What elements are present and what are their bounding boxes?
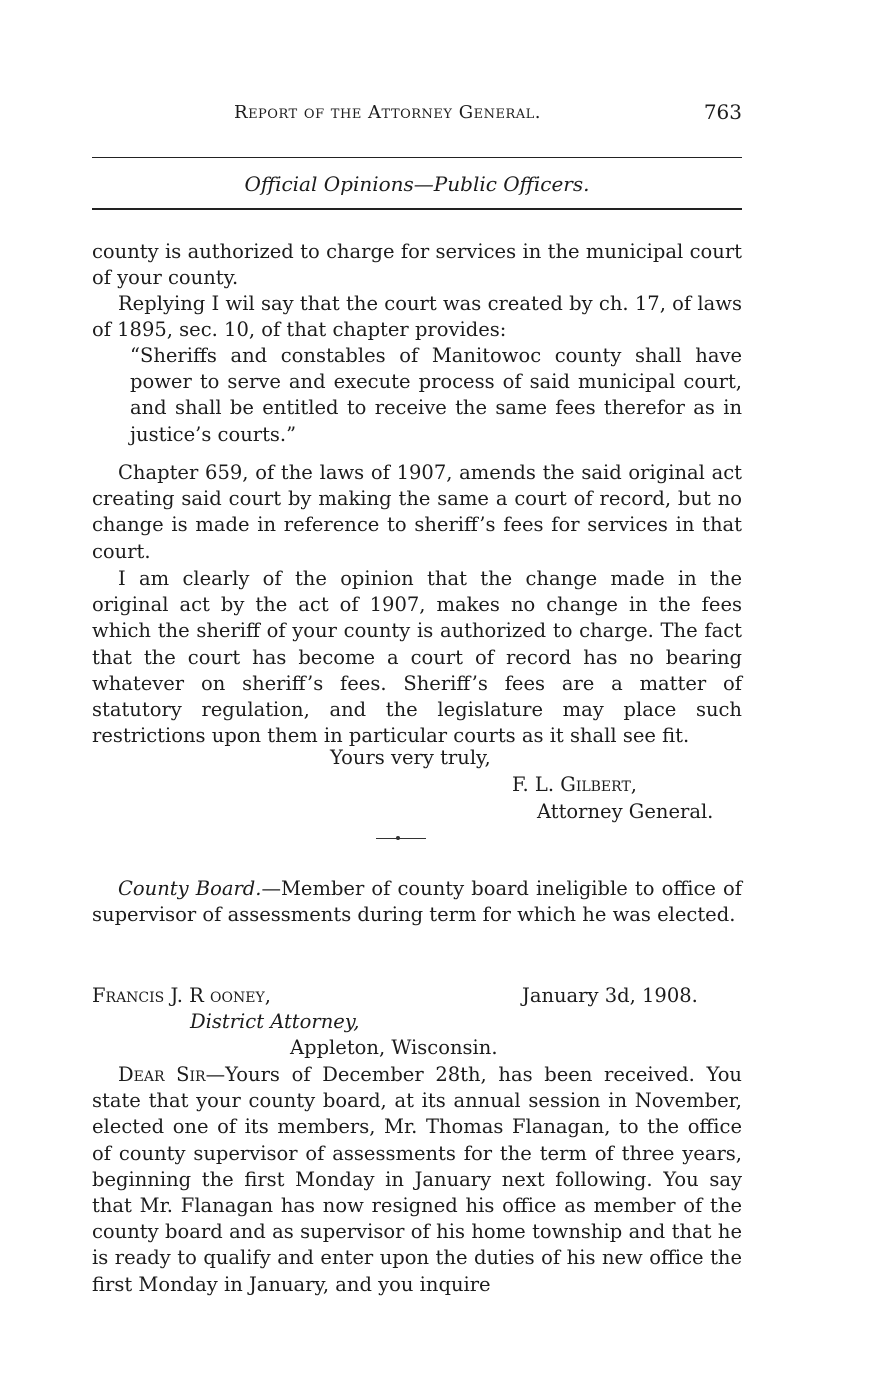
continuation-paragraph: county is authorized to charge for services in the municipal court of your county. [92,240,742,290]
letter-body-text: —Yours of December 28th, has been received. You state that your county board, at its annual session in November, elected one of its members, Mr. Thomas Flanagan, to the office of county supervisor of assessments for the term of three years, beginning the first Monday in January next following. You say that Mr. Flanagan has now resigned his office as member of the county board and as supervisor of his home township and that he is ready to qualify and enter upon the duties of his new office the first Monday in January, and you inquire [92,1063,742,1296]
syllabus [92,876,742,928]
letter-date: January 3d, 1908. [522,984,698,1007]
bottom-rule [92,208,742,210]
closing-salutation: Yours very truly, [330,746,491,769]
opinion-paragraph: I am clearly of the opinion that the change made in the original act by the act of 1907, makes no change in the fees which the sheriff of your county is authorized to charge. The fact that the court has become a court of record has no bearing whatever on sheriff’s fees. Sheriff’s fees are a matter of statutory regulation, and the legislature may place such restrictions upon them in particular courts as it shall see fit. [92,567,742,748]
statute-quote: “Sheriffs and constables of Manitowoc county shall have power to serve and execute process of said municipal court, and shall be entitled to receive the same fees therefor as in justice’s courts.” [130,344,742,446]
addressee-title: District Attorney, [190,1010,360,1033]
running-head [92,100,742,130]
section-heading: Official Opinions—Public Officers. [244,172,590,196]
addressee-place: Appleton, Wisconsin. [290,1036,498,1059]
top-rule [92,157,742,158]
running-title-rest: eport of the Attorney General. [248,102,541,123]
running-title-initial: R [234,102,249,123]
signer-name: F. L. Gilbert, [512,773,637,796]
chapter-paragraph: Chapter 659, of the laws of 1907, amends the said original act creating said court by making the same a court of record, but no change is made in reference to sheriff’s fees for services in that court. [92,461,742,563]
salutation: Dear Sir [118,1063,206,1086]
syllabus-text: —Member of county board ineligible to office of supervisor of assessments during term for which he was elected. [92,877,742,927]
separator-dot [396,836,400,840]
reply-paragraph: Replying I wil say that the court was created by ch. 17, of laws of 1895, sec. 10, of that chapter provides: [92,292,742,342]
running-title [234,102,541,123]
syllabus-lead: County Board. [118,877,262,900]
page-number: 763 [703,100,742,124]
section-separator [376,838,426,839]
signer-title: Attorney General. [537,800,714,823]
letter-body [92,1062,742,1298]
addressee-name: Francis J. R ooney, [92,984,271,1007]
